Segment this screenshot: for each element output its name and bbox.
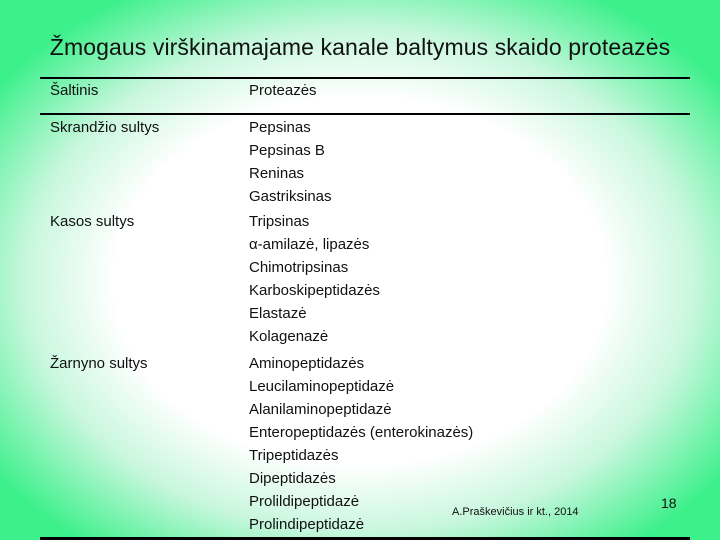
enzyme-item: Prolindipeptidazė — [249, 516, 365, 533]
enzyme-item: Tripsinas — [249, 213, 310, 230]
enzyme-item: Gastriksinas — [249, 188, 332, 205]
footer-credit: A.Praškevičius ir kt., 2014 — [452, 506, 579, 518]
header-source: Šaltinis — [50, 82, 99, 99]
row-enzymes-pancreas — [249, 210, 380, 348]
enzyme-item: Alanilaminopeptidazė — [249, 401, 392, 418]
row-source-stomach: Skrandžio sultys — [50, 119, 160, 136]
row-enzymes-stomach — [249, 116, 332, 208]
enzyme-item: Chimotripsinas — [249, 259, 349, 276]
slide-title: Žmogaus virškinamajame kanale baltymus skaido proteazės — [49, 34, 671, 60]
row-source-intestine: Žarnyno sultys — [50, 355, 148, 372]
enzyme-item: Pepsinas B — [249, 142, 325, 159]
enzyme-item: Reninas — [249, 165, 305, 182]
enzyme-item: Karboskipeptidazės — [249, 282, 380, 299]
enzyme-item: Kolagenazė — [249, 328, 329, 345]
enzyme-item: Prolildipeptidazė — [249, 493, 360, 510]
enzyme-item: α-amilazė, lipazės — [249, 236, 370, 253]
row-source-pancreas: Kasos sultys — [50, 213, 135, 230]
enzyme-item: Leucilaminopeptidazė — [249, 378, 395, 395]
page-number: 18 — [661, 495, 677, 511]
enzyme-item: Tripeptidazės — [249, 447, 339, 464]
enzyme-item: Dipeptidazės — [249, 470, 336, 487]
enzyme-item: Enteropeptidazės (enterokinazės) — [249, 424, 474, 441]
enzyme-item: Aminopeptidazės — [249, 355, 365, 372]
row-enzymes-intestine — [249, 352, 473, 536]
header-proteases: Proteazės — [249, 82, 317, 99]
enzyme-item: Elastazė — [249, 305, 307, 322]
enzyme-item: Pepsinas — [249, 119, 311, 136]
